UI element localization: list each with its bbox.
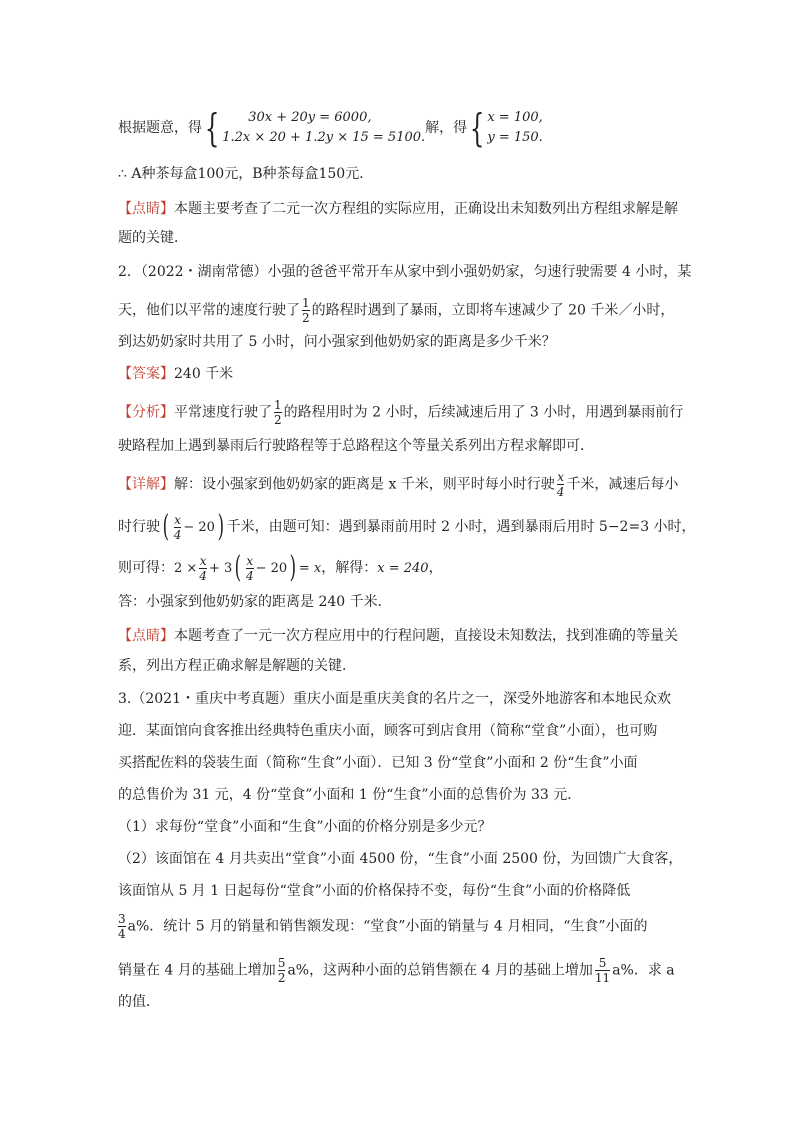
equation-system [222,108,425,148]
fraction-numerator: 3 [118,912,126,926]
detail-line-3 [118,550,443,585]
insight-text: 本题主要考查了二元一次方程组的实际应用，正确设出未知数列出方程组求解是解 [174,201,678,217]
question-3-line-1: 3.（2021・重庆中考真题）重庆小面是重庆美食的名片之一，深受外地游客和本地民众欢 [118,691,671,707]
equation-part: + 3 [208,561,233,576]
fraction-denominator: 2 [277,971,286,985]
fraction-numerator: x [557,470,564,484]
question-3-sub-2-line-3 [116,912,648,941]
insight-line-2: 题的关键． [118,230,188,246]
fraction-x-over-4 [557,470,565,499]
question-3-line-2: 迎．某面馆向食客推出经典特色重庆小面，顾客可到店食用（简称“堂食”小面），也可购 [118,723,658,739]
question-3-text: a%，这两种小面的总销售额在 4 月的基础上增加 [287,962,593,979]
fraction-x-over-4 [246,554,254,583]
fraction-denominator: 4 [173,527,182,542]
fraction-denominator: 4 [556,485,565,499]
solution-x: x = 100, [487,110,543,125]
fraction-numerator: x [246,553,254,568]
question-3-text: a%．统计 5 月的销量和销售额发现：“堂食”小面的销量与 4 月相同，“生食”小面的 [127,918,648,935]
answer-text: 240 千米 [174,366,234,382]
fraction-denominator: 2 [302,311,310,325]
speed-reduction: − 20 [183,520,215,535]
fraction-numerator: x [199,553,207,568]
insight-tag: 【点睛】 [118,628,174,644]
question-3-sub-2-line-4 [118,956,675,985]
analysis-line-2: 驶路程加上遇到暴雨后行驶路程等于总路程这个等量关系列出方程求解即可． [118,438,594,454]
fraction-five-elevenths [595,956,610,985]
conclusion-line: ∴ A种茶每盒100元，B种茶每盒150元． [118,166,374,182]
detail-text-b: 千米，减速后每小 [566,476,679,493]
fraction-numerator: 1 [302,296,310,310]
fraction-denominator: 2 [274,413,282,427]
insight-tag: 【点睛】 [118,201,174,217]
equation-part: − 20 [255,561,288,576]
solution-system-line [118,108,543,148]
question-3-sub-2-line-1: （2）该面馆在 4 月共卖出“堂食”小面 4500 份，“生食”小面 2500 份，为回馈广大食客， [118,851,683,867]
detail-line-2 [118,509,696,544]
detail-text-a: 解：设小强家到他奶奶家的距离是 x 千米，则平时每小时行驶 [174,476,555,493]
fraction-denominator: 4 [118,927,126,941]
fraction-numerator: x [174,512,181,527]
fraction-x-over-4 [174,513,182,542]
detail-tag: 【详解】 [118,476,174,493]
answer-tag: 【答案】 [118,366,174,382]
insight-2-line-2: 系，列出方程正确求解是解题的关键． [118,658,356,674]
fraction-one-half [274,398,282,427]
equation-1: 30x + 20y = 6000, [248,110,372,125]
fraction-one-half [302,296,310,325]
solution-value: x = 240 [377,561,429,576]
question-3-text: 销量在 4 月的基础上增加 [118,962,276,979]
solve-text: 解，得 [425,120,468,136]
analysis-text-a: 平常速度行驶了 [174,404,272,421]
question-2-text-a: 天，他们以平常的速度行驶了 [118,302,300,319]
fraction-denominator: 4 [199,568,207,583]
fraction-denominator: 11 [594,971,611,985]
detail-text-f: ，解得： [321,560,378,576]
fraction-three-quarters [118,912,126,941]
fraction-numerator: 5 [598,956,607,970]
detail-text-d: 千米，由题可知：遇到暴雨前用时 2 小时，遇到暴雨后用时 5−2=3 小时， [226,519,696,535]
right-paren: ) [289,550,297,585]
left-paren: ( [162,509,170,544]
answer-line [118,364,233,384]
question-3-text: a%．求 a [612,962,675,979]
fraction-numerator: 1 [274,398,282,412]
question-3-sub-2-line-2: 该面馆从 5 月 1 日起每份“堂食”小面的价格保持不变，每份“生食”小面的价格降低 [118,883,631,899]
question-2-line-3: 到达奶奶家时共用了 5 小时，问小强家到他奶奶家的距离是多少千米？ [118,334,556,350]
question-2-line-2 [118,296,674,325]
solution-system [487,108,542,148]
equation-2: 1.2x × 20 + 1.2y × 15 = 5100. [222,130,426,145]
detail-text-c: 时行驶 [118,519,160,535]
insight-line-1 [118,199,678,219]
question-3-line-4: 的总售价为 31 元，4 份“堂食”小面和 1 份“生食”小面的总售价为 33 元． [118,787,582,803]
fraction-five-halves [278,956,286,985]
question-3-line-3: 买搭配佐料的袋装生面（简称“生食”小面）．已知 3 份“堂食”小面和 2 份“生食”小面 [118,755,638,771]
left-brace: { [469,106,485,150]
question-2-line-1: 2．（2022・湖南常德）小强的爸爸平常开车从家中到小强奶奶家，匀速行驶需要 4 小时，某 [118,264,692,280]
left-brace: { [204,106,220,150]
detail-line-1 [118,470,678,499]
lead-text: 根据题意，得 [118,120,202,136]
final-answer-line: 答：小强家到他奶奶家的距离是 240 千米． [118,594,392,610]
detail-text-g: ， [428,560,443,576]
analysis-line-1 [118,398,683,427]
question-3-sub-1: （1）求每份“堂食”小面和“生食”小面的价格分别是多少元？ [118,819,492,835]
fraction-denominator: 4 [245,568,254,583]
detail-text-e: 则可得： [118,560,174,576]
fraction-numerator: 5 [277,956,286,970]
equation-part: 2 × [174,561,198,576]
insight-2-line-1 [118,626,678,646]
analysis-tag: 【分析】 [118,404,174,421]
right-paren: ) [217,509,225,544]
left-paren: ( [234,550,242,585]
question-2-text-b: 的路程时遇到了暴雨，立即将车速减少了 20 千米／小时， [311,302,675,319]
fraction-x-over-4 [199,554,207,583]
analysis-text-b: 的路程用时为 2 小时，后续减速后用了 3 小时，用遇到暴雨前行 [283,404,684,421]
equation-part: = x [298,561,322,576]
insight-text: 本题考查了一元一次方程应用中的行程问题，直接设未知数法，找到准确的等量关 [174,628,678,644]
solution-y: y = 150. [487,130,543,145]
question-3-sub-2-line-5: 的值． [118,994,160,1010]
